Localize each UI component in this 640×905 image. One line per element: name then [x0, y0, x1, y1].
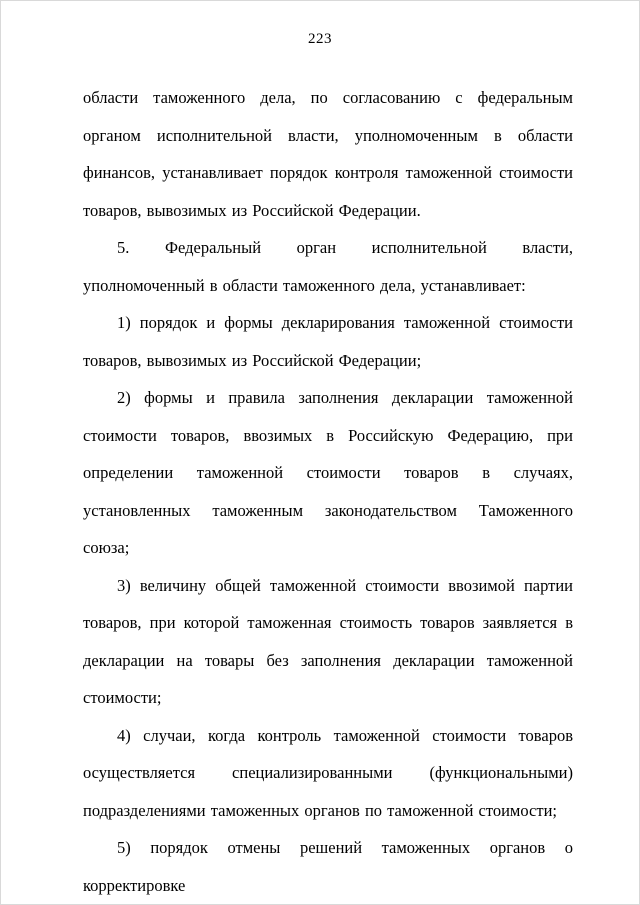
- document-content: [83, 79, 573, 904]
- paragraph: 3) величину общей таможенной стоимости ввозимой партии товаров, при которой таможенная стоимость товаров заявляется в декларации на товары без заполнения декларации таможенной стоимости;: [83, 575, 573, 707]
- paragraph: 1) порядок и формы декларирования таможенной стоимости товаров, вывозимых из Российской Федерации;: [83, 313, 573, 370]
- paragraph: области таможенного дела, по согласованию с федеральным органом исполнительной власти, уполномоченным в области финансов, устанавливает порядок контроля таможенной стоимости товаров, вывозимых из Российской Федерации.: [83, 88, 573, 220]
- paragraph: 5) порядок отмены решений таможенных органов о корректировке: [83, 838, 573, 895]
- paragraph: 5. Федеральный орган исполнительной власти, уполномоченный в области таможенного дела, устанавливает:: [83, 238, 573, 295]
- page-number: 223: [308, 31, 332, 47]
- paragraph: 2) формы и правила заполнения декларации таможенной стоимости товаров, ввозимых в Российскую Федерацию, при определении таможенной стоимости товаров в случаях, установленных таможенным законодательством Таможенного союза;: [83, 388, 573, 557]
- paragraph: 4) случаи, когда контроль таможенной стоимости товаров осуществляется специализированными (функциональными) подразделениями таможенных органов по таможенной стоимости;: [83, 725, 573, 820]
